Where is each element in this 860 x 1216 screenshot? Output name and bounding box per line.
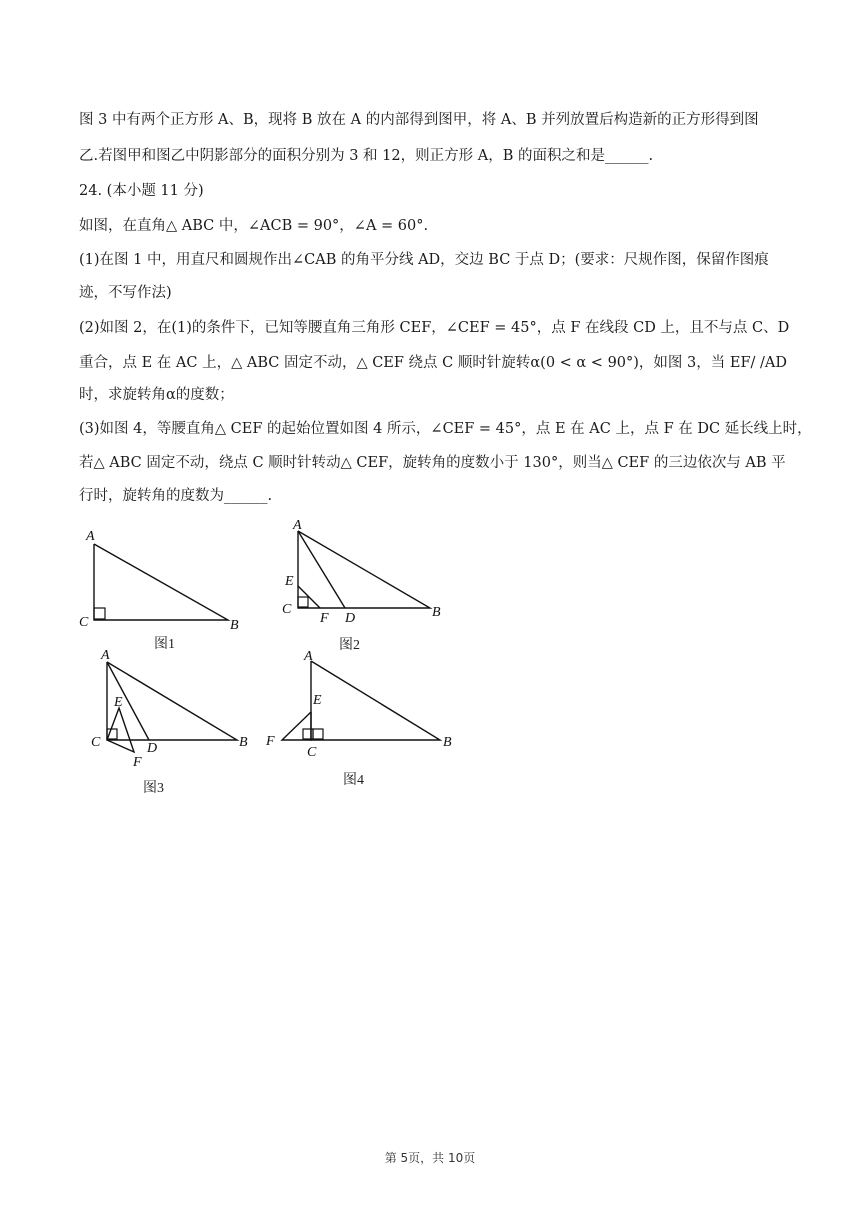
fig3-label-b: B (239, 735, 248, 750)
fig2-label-e: E (285, 574, 294, 589)
figure-3 (107, 662, 237, 752)
text-line-8: 重合，点 E 在 AC 上，△ ABC 固定不动，△ CEF 绕点 C 顺时针旋转α(0 < α < 90°)，如图 3，当 EF/ /AD (79, 355, 787, 371)
question-heading: 24. (本小题 11 分) (79, 183, 204, 199)
fig3-label-d: D (147, 741, 158, 756)
fig2-label-a: A (293, 518, 302, 533)
page-footer: 第 5页，共 10页 (384, 1151, 476, 1165)
text-line-12: 行时，旋转角的度数为______. (79, 488, 273, 504)
figure-1 (94, 544, 228, 620)
figure-4 (282, 661, 440, 740)
fig1-label-a: A (86, 529, 95, 544)
fig2-caption: 图2 (339, 638, 360, 653)
fig4-label-f: F (266, 734, 275, 749)
triangle-abc-fig4 (311, 661, 440, 740)
fig1-label-b: B (230, 618, 239, 633)
fig2-label-d: D (345, 611, 356, 626)
right-angle-mark (313, 729, 323, 739)
fig1-caption: 图1 (154, 637, 175, 652)
right-angle-mark (298, 597, 308, 607)
fig4-label-a: A (304, 649, 313, 664)
fig4-label-b: B (443, 735, 452, 750)
text-line-10: (3)如图 4，等腰直角△ CEF 的起始位置如图 4 所示，∠CEF = 45°，点 E 在 AC 上，点 F 在 DC 延长线上时， (79, 421, 812, 437)
fig2-label-f: F (320, 611, 329, 626)
right-angle-mark (94, 608, 105, 619)
text-line-1: 图 3 中有两个正方形 A、B，现将 B 放在 A 的内部得到图甲，将 A、B 并列放置后构造新的正方形得到图 (79, 112, 759, 128)
text-line-2: 乙.若图甲和图乙中阴影部分的面积分别为 3 和 12，则正方形 A，B 的面积之和是______. (79, 148, 654, 164)
text-line-6: 迹，不写作法) (79, 285, 172, 301)
fig3-label-e: E (114, 695, 123, 710)
text-line-9: 时，求旋转角α的度数； (79, 387, 234, 403)
triangle-abc-fig2 (298, 531, 430, 608)
text-line-11: 若△ ABC 固定不动，绕点 C 顺时针转动△ CEF，旋转角的度数小于 130°，则当△ CEF 的三边依次与 AB 平 (79, 455, 786, 471)
triangle-cef (282, 712, 311, 740)
text-line-7: (2)如图 2，在(1)的条件下，已知等腰直角三角形 CEF，∠CEF = 45°，点 F 在线段 CD 上，且不与点 C、D (79, 320, 790, 336)
fig4-label-c: C (307, 745, 317, 760)
triangle-abc-fig1 (94, 544, 228, 620)
fig3-label-a: A (101, 648, 110, 663)
text-line-4: 如图，在直角△ ABC 中，∠ACB = 90°，∠A = 60°. (79, 218, 429, 234)
fig3-label-c: C (91, 735, 101, 750)
fig4-label-e: E (313, 693, 322, 708)
text-line-5: (1)在图 1 中，用直尺和圆规作出∠CAB 的角平分线 AD，交边 BC 于点 D；(要求：尺规作图，保留作图痕 (79, 252, 769, 268)
fig2-label-c: C (282, 602, 292, 617)
fig2-label-b: B (432, 605, 441, 620)
figure-2 (298, 531, 430, 608)
triangle-cef (107, 708, 134, 752)
fig1-label-c: C (79, 615, 89, 630)
fig4-caption: 图4 (343, 773, 364, 788)
fig3-caption: 图3 (143, 781, 164, 796)
fig3-label-f: F (133, 755, 142, 770)
